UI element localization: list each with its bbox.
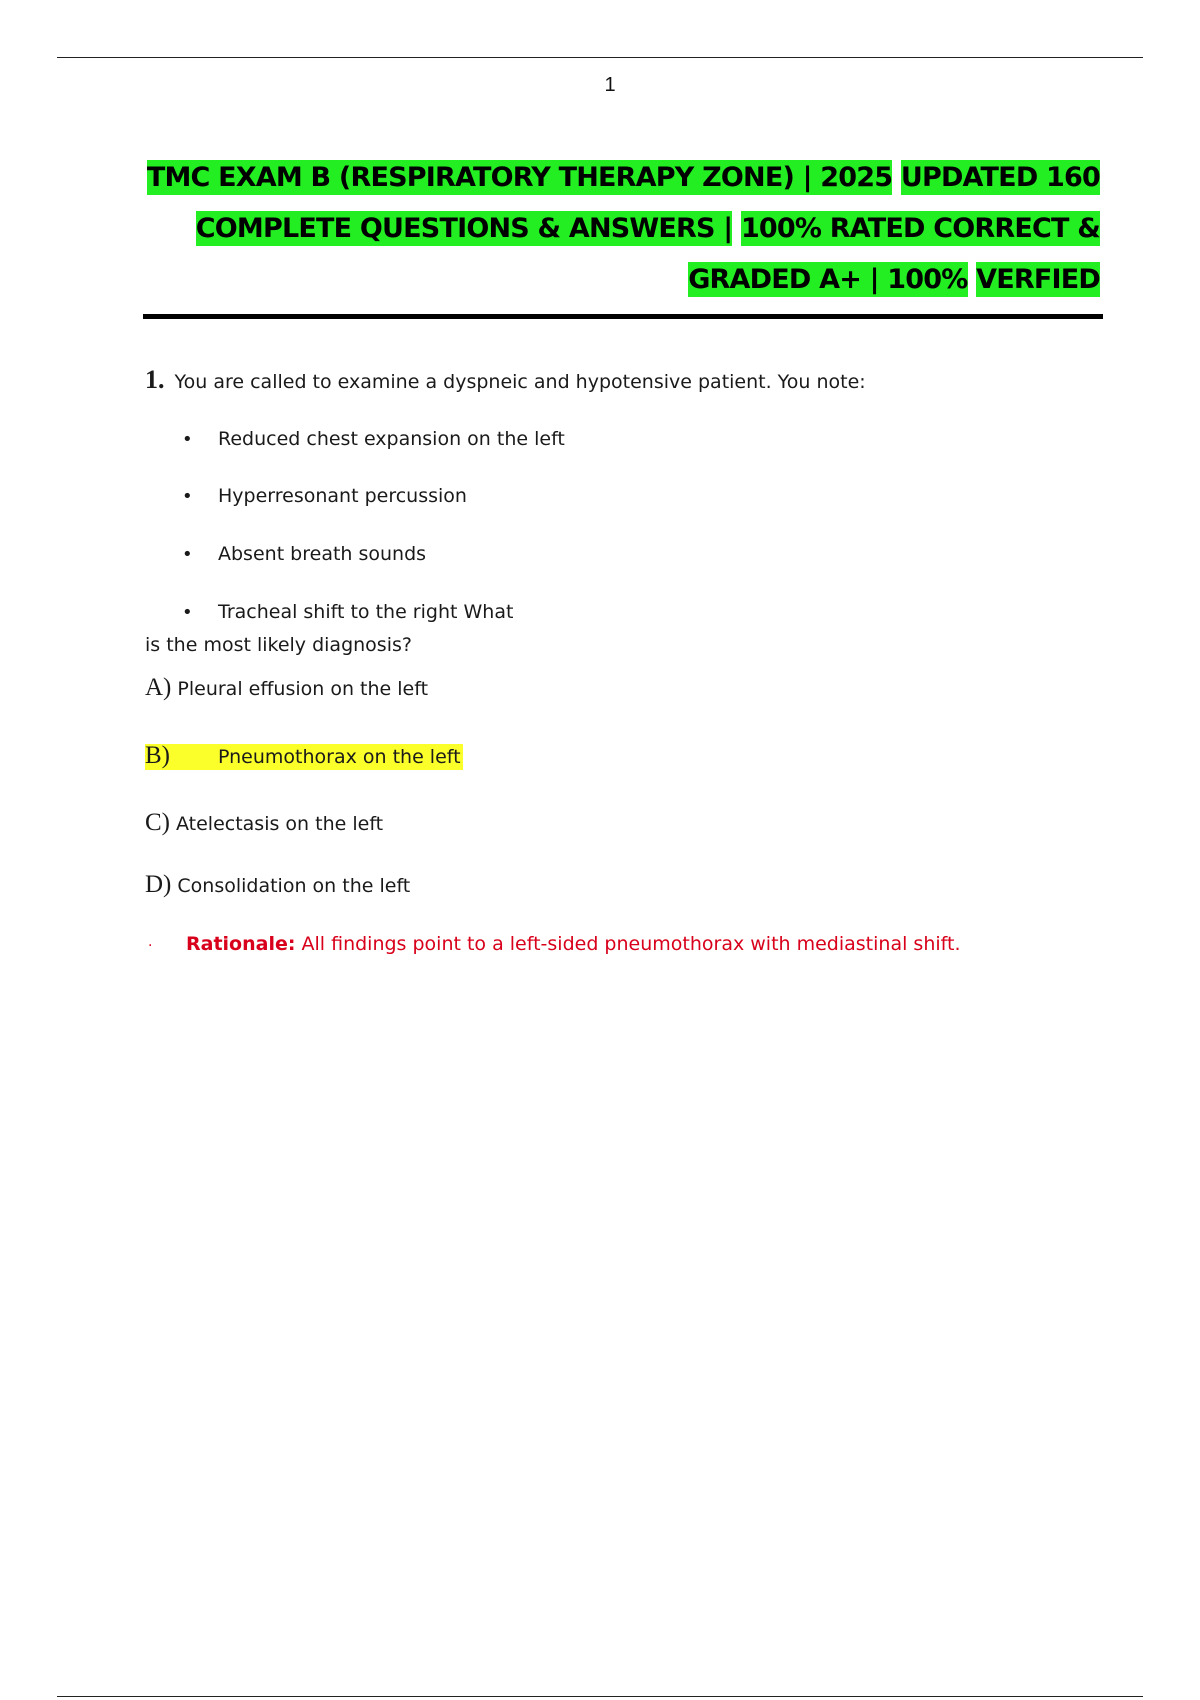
question-stem bbox=[145, 365, 866, 395]
finding-text: Absent breath sounds bbox=[218, 543, 427, 565]
question-number: 1. bbox=[145, 365, 165, 394]
footer-rule bbox=[57, 1696, 1143, 1697]
header-rule bbox=[57, 57, 1143, 58]
option-text: Atelectasis on the left bbox=[176, 813, 384, 835]
option-text: Pleural effusion on the left bbox=[177, 678, 429, 700]
correct-answer-highlight bbox=[145, 744, 463, 770]
finding-text: Tracheal shift to the right What bbox=[218, 601, 514, 623]
finding-item bbox=[182, 428, 565, 450]
option-a bbox=[145, 674, 428, 702]
page-number: 1 bbox=[604, 74, 616, 96]
option-letter: C) bbox=[145, 809, 170, 836]
rationale-label: Rationale: bbox=[186, 933, 296, 955]
bullet-icon: · bbox=[148, 938, 153, 954]
option-c bbox=[145, 809, 383, 837]
title-line-3 bbox=[140, 254, 1100, 305]
question-text: You are called to examine a dyspneic and hypotensive patient. You note: bbox=[174, 371, 866, 393]
option-text: Pneumothorax on the left bbox=[218, 746, 461, 768]
option-letter: B) bbox=[145, 742, 170, 769]
finding-text: Hyperresonant percussion bbox=[218, 485, 467, 507]
rationale bbox=[148, 933, 960, 955]
title-segment: VERFIED bbox=[976, 264, 1100, 295]
question-continuation: is the most likely diagnosis? bbox=[145, 634, 412, 656]
finding-item bbox=[182, 485, 467, 507]
bullet-icon: • bbox=[182, 544, 193, 565]
title-divider bbox=[143, 314, 1103, 319]
title-segment: 100% RATED CORRECT & bbox=[740, 213, 1100, 244]
option-letter: A) bbox=[145, 674, 172, 701]
bullet-icon: • bbox=[182, 486, 193, 507]
finding-text: Reduced chest expansion on the left bbox=[218, 428, 565, 450]
bullet-icon: • bbox=[182, 602, 193, 623]
title-segment: COMPLETE QUESTIONS & ANSWERS | bbox=[195, 213, 733, 244]
finding-item bbox=[182, 543, 426, 565]
title-segment: TMC EXAM B (RESPIRATORY THERAPY ZONE) | 2025 bbox=[146, 162, 893, 193]
option-text: Consolidation on the left bbox=[177, 875, 411, 897]
title-line-2 bbox=[140, 203, 1100, 254]
title-line-1 bbox=[140, 152, 1100, 203]
option-d bbox=[145, 871, 410, 899]
bullet-icon: • bbox=[182, 429, 193, 450]
option-b bbox=[145, 742, 463, 770]
option-letter: D) bbox=[145, 871, 172, 898]
finding-item bbox=[182, 601, 513, 623]
document-title bbox=[140, 152, 1100, 305]
title-segment: UPDATED 160 bbox=[900, 162, 1100, 193]
title-segment: GRADED A+ | 100% bbox=[688, 264, 968, 295]
rationale-text: All findings point to a left-sided pneumothorax with mediastinal shift. bbox=[301, 933, 961, 955]
